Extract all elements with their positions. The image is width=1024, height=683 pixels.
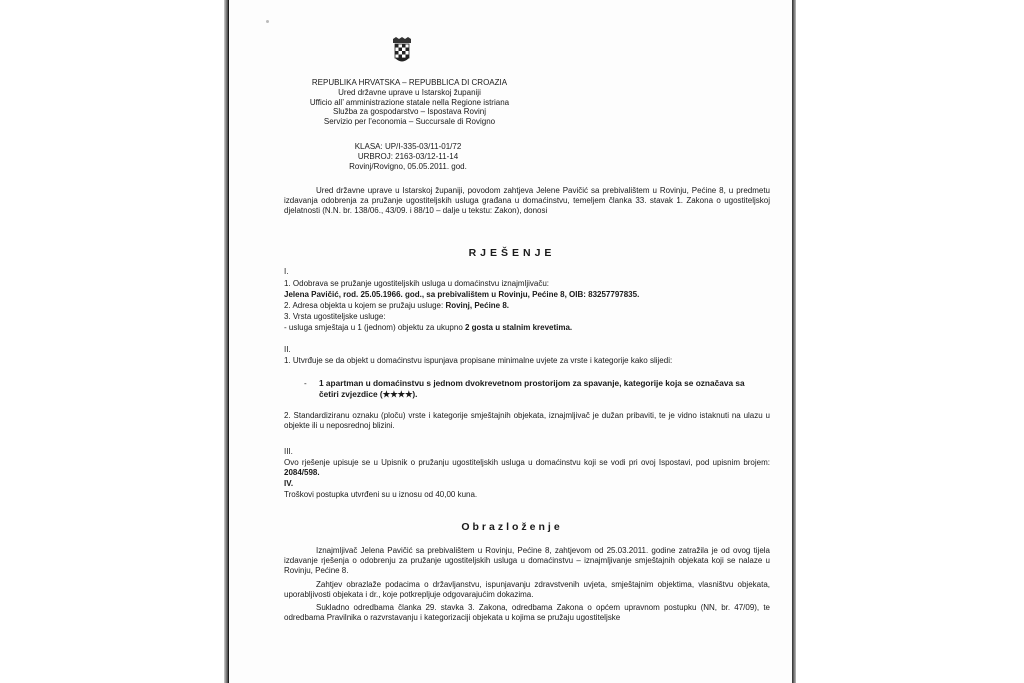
place-date: Rovinj/Rovigno, 05.05.2011. god. [349,161,467,171]
decision-title: RJEŠENJE [468,247,556,259]
section-3-text-body: Ovo rješenje upisuje se u Upisnik o pružanju ugostiteljskih usluga u domaćinstvu koji se vodi pri ovoj Ispostavi, pod upisnim brojem: [284,458,770,467]
section-1-item-3: 3. Vrsta ugostiteljske usluge: [284,312,386,321]
section-1-number: I. [284,267,289,276]
item-3-sub-label: - usluga smještaja u 1 (jednom) objektu za ukupno [284,323,465,332]
header-line: Služba za gospodarstvo – Ispostava Rovinj [333,107,486,117]
reasoning-paragraph-3: Sukladno odredbama članka 29. stavka 3. Zakona, odredbama Zakona o općem upravnom postupku (NN, br. 47/09), te odredbama Pravilnika o razvrstavanju i kategorizaciji objekata u kojima se pružaju ugostiteljske [284,603,770,622]
reasoning-paragraph-2: Zahtjev obrazlaže podacima o državljanstvu, ispunjavanju zdravstvenih uvjeta, smještajnim objektima, vlasništvu objekata, uporabljivosti objekata i dr., koje potkrepljuje odgovarajućim dokazima. [284,580,770,599]
reference-block [305,142,511,171]
urbroj: URBROJ: 2163-03/12-11-14 [357,151,459,161]
section-1-item-3-sub [284,323,572,333]
header-line: Ured državne uprave u Istarskoj županiji [338,87,481,97]
klasa: KLASA: UP/I-335-03/11-01/72 [354,142,462,151]
item-2-label: 2. Adresa objekta u kojem se pružaju usluge: [284,301,446,310]
header-line: REPUBLIKA HRVATSKA – REPUBBLICA DI CROAZIA [311,78,508,87]
section-4-number: IV. [284,479,294,488]
section-2-item-2: 2. Standardiziranu oznaku (ploču) vrste i kategorije smještajnih objekata, iznajmljivač je dužan pribaviti, te je vidno istaknuti na ulazu u objekte ili u neposrednoj blizini. [284,411,770,430]
section-1-item-1: 1. Odobrava se pružanje ugostiteljskih usluga u domaćinstvu iznajmljivaču: [284,279,550,288]
issuer-header [259,78,560,127]
header-line: Servizio per l’economia – Succursale di Rovigno [323,117,496,127]
section-2-number: II. [284,345,291,354]
category-bullet: 1 apartman u domaćinstvu s jednom dvokrevetnom prostorijom za spavanje, kategorije koja se označava sa četiri zvjezdice (★★★★). [319,378,745,399]
document-page [228,0,796,683]
page-shadow-right [792,0,796,683]
section-3-number: III. [284,447,293,456]
registry-number: 2084/598. [284,467,320,477]
section-2-item-1: 1. Utvrđuje se da objekt u domaćinstvu ispunjava propisane minimalne uvjete za vrste i kategorije kako slijedi: [284,356,673,365]
item-2-address: Rovinj, Pećine 8. [445,301,510,310]
reasoning-paragraph-1: Iznajmljivač Jelena Pavičić sa prebivalištem u Rovinju, Pećine 8, zahtjevom od 25.03.2011. godine zatražila je od ovog tijela izdavanje rješenja o odobrenju za pružanje ugostiteljskih usluga u domaćinstvu – iznajmljivanje smještajnih objekata koji se nalaze u Rovinju, Pećine 8. [284,546,770,575]
intro-paragraph: Ured državne uprave u Istarskoj županiji, povodom zahtjeva Jelene Pavičić sa prebivalištem u Rovinju, Pećine 8, u predmetu izdavanja odobrenja za pružanje ugostiteljskih usluga građana u domaćinstvu, temeljem članka 33. stavak 1. Zakona o ugostiteljskoj djelatnosti (N.N. br. 138/06., 43/09. i 88/10 – dalje u tekstu: Zakon), donosi [284,186,770,215]
section-1-item-2 [284,301,509,311]
scan-speck [266,20,269,23]
coat-of-arms-icon [391,37,413,65]
section-4-text: Troškovi postupka utvrđeni su u iznosu od 40,00 kuna. [284,490,478,499]
section-3-text [284,458,770,478]
section-1-applicant: Jelena Pavičić, rod. 25.05.1966. god., sa prebivalištem u Rovinju, Pećine 8, OIB: 83257797835. [284,290,640,299]
reasoning-title: Obrazloženje [461,521,563,533]
item-3-sub-guests: 2 gosta u stalnim krevetima. [465,323,573,332]
bullet-mark: - [304,379,307,388]
header-line: Ufficio all’ amministrazione statale nella Regione istriana [309,97,510,107]
